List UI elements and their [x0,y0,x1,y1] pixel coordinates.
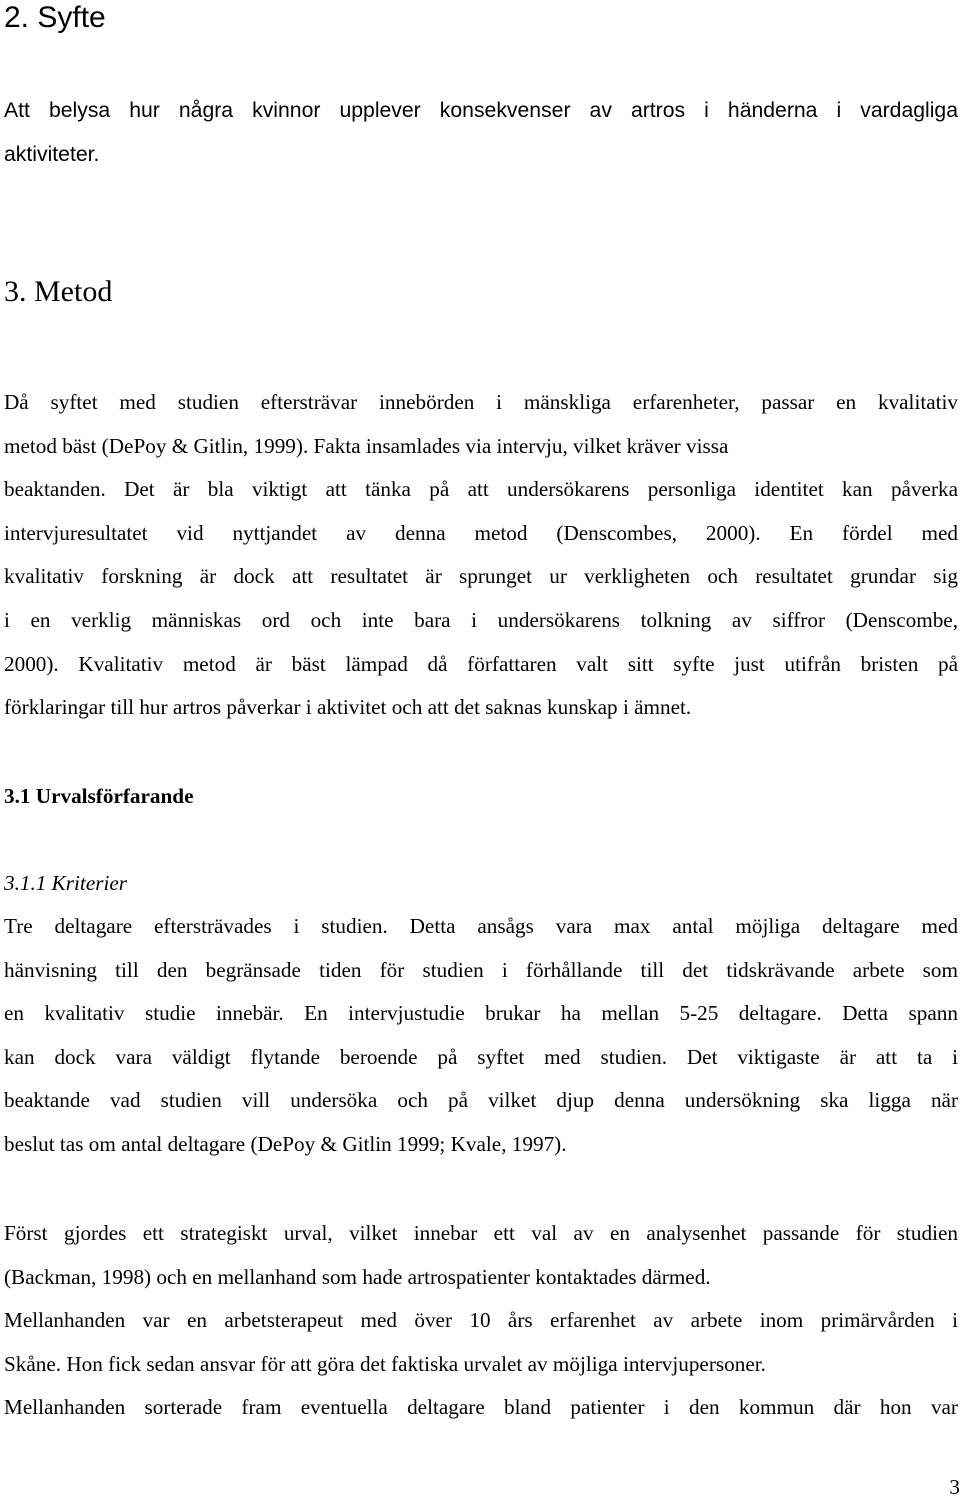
text-line: Då syftet med studien eftersträvar innebörden i mänskliga erfarenheter, passar en kvalitativ [4,390,958,414]
urval-paragraph [4,1212,958,1430]
kriterier-paragraph [4,905,958,1167]
text-line: metod bäst (DePoy & Gitlin, 1999). Fakta insamlades via intervju, vilket kräver vissa [4,433,729,458]
text-line: Skåne. Hon fick sedan ansvar för att göra det faktiska urvalet av möjliga intervjupersoner. [4,1351,766,1376]
text-line: intervjuresultatet vid nyttjandet av denna metod (Denscombes, 2000). En fördel med [4,520,958,545]
text-line: hänvisning till den begränsade tiden för studien i förhållande till det tidskrävande arbete som [4,957,958,982]
text-line: kvalitativ forskning är dock att resultatet är sprunget ur verkligheten och resultatet grundar sig [4,564,958,589]
text-line: beslut tas om antal deltagare (DePoy & Gitlin 1999; Kvale, 1997). [4,1131,567,1156]
text-line: i en verklig människas ord och inte bara i undersökarens tolkning av siffror (Denscombe, [4,607,958,632]
text-line: kan dock vara väldigt flytande beroende på syftet med studien. Det viktigaste är att ta i [4,1044,958,1069]
text-line: Mellanhanden var en arbetsterapeut med över 10 års erfarenhet av arbete inom primärvården i [4,1308,958,1333]
text-line: (Backman, 1998) och en mellanhand som hade artrospatienter kontaktades därmed. [4,1264,711,1289]
text-line: Först gjordes ett strategiskt urval, vilket innebar ett val av en analysenhet passande för studien [4,1221,958,1245]
text-line: Mellanhanden sorterade fram eventuella deltagare bland patienter i den kommun där hon var [4,1395,958,1420]
page-number: 3 [949,1475,960,1499]
section-heading-metod: 3. Metod [4,275,113,308]
section-heading-syfte: 2. Syfte [4,1,106,34]
text-line: Att belysa hur några kvinnor upplever konsekvenser av artros i händerna i vardagliga [4,99,958,122]
text-line: 2000). Kvalitativ metod är bäst lämpad då författaren valt sitt syfte just utifrån bristen på [4,651,958,676]
subsection-heading-kriterier: 3.1.1 Kriterier [4,871,128,895]
text-line: förklaringar till hur artros påverkar i aktivitet och att det saknas kunskap i ämnet. [4,695,692,720]
text-line: Tre deltagare eftersträvades i studien. Detta ansågs vara max antal möjliga deltagare med [4,914,958,938]
text-line: en kvalitativ studie innebär. En intervjustudie brukar ha mellan 5-25 deltagare. Detta spann [4,1001,958,1026]
syfte-paragraph [4,89,958,176]
text-line: aktiviteter. [4,142,100,166]
text-line: beaktanden. Det är bla viktigt att tänka på att undersökarens personliga identitet kan påverka [4,477,958,502]
text-line: beaktande vad studien vill undersöka och på vilket djup denna undersökning ska ligga när [4,1088,958,1113]
metod-paragraph [4,381,958,730]
section-heading-urvalsforfarande: 3.1 Urvalsförfarande [4,784,194,808]
